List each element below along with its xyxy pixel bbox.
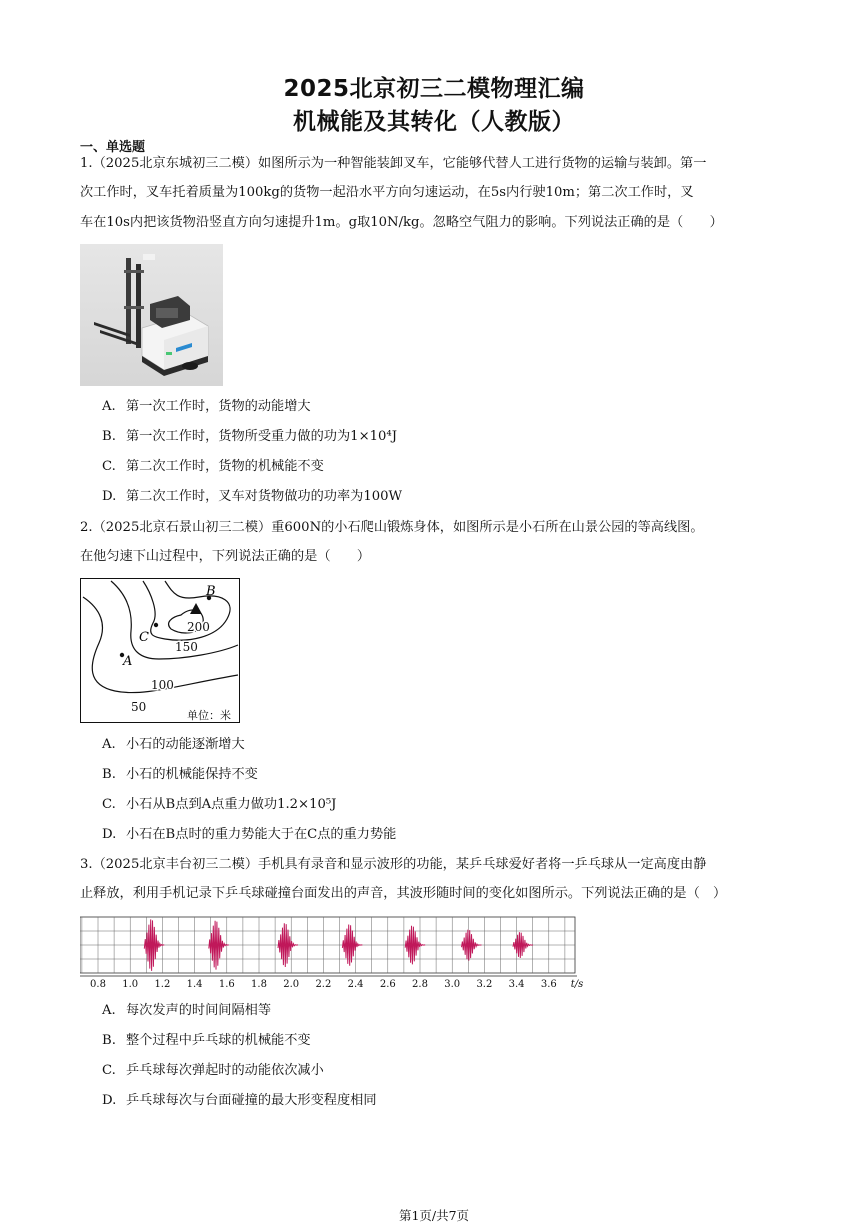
tick-label: 2.6 (379, 979, 396, 990)
q2-stem-line: 2.（2025北京石景山初三二模）重600N的小石爬山锻炼身体，如图所示是小石所在山景公园的等高线图。 (80, 520, 704, 535)
q3-option-a[interactable] (102, 1002, 271, 1020)
option-label: D. (102, 827, 117, 842)
peak-triangle (190, 603, 202, 614)
option-text: 乒乓球每次与台面碰撞的最大形变程度相同 (126, 1093, 377, 1108)
option-label: A. (102, 737, 116, 752)
tick-label: 2.2 (315, 979, 332, 990)
contour-map (80, 578, 240, 723)
tick-label: 1.6 (218, 979, 235, 990)
q2-option-d[interactable] (102, 826, 396, 844)
option-label: C. (102, 1063, 116, 1078)
q3-option-c[interactable] (102, 1062, 324, 1080)
tick-label: 1.0 (122, 979, 139, 990)
q3-stem-line: 止释放，利用手机记录下乒乓球碰撞台面发出的声音，其波形随时间的变化如图所示。下列说法正确的是（ ） (80, 886, 727, 901)
q3-option-b[interactable] (102, 1032, 311, 1050)
q1-option-b[interactable] (102, 428, 397, 446)
q3-stem-line: 3.（2025北京丰台初三二模）手机具有录音和显示波形的功能，某乒乓球爱好者将一乒乓球从一定高度由静 (80, 857, 707, 872)
option-text: 小石的机械能保持不变 (126, 767, 258, 782)
q2-option-b[interactable] (102, 766, 258, 784)
contour-label-50: 50 (131, 700, 147, 714)
tick-label: 3.4 (508, 979, 525, 990)
document-title: 2025北京初三二模物理汇编 (283, 76, 585, 102)
option-text: 整个过程中乒乓球的机械能不变 (126, 1033, 311, 1048)
q1-stem-line: 次工作时，叉车托着质量为100kg的货物一起沿水平方向匀速运动，在5s内行驶10m；第二次工作时，叉 (80, 185, 694, 200)
tick-label: 1.4 (186, 979, 203, 990)
option-text: 小石在B点时的重力势能大于在C点的重力势能 (126, 827, 397, 842)
section-heading: 一、单选题 (80, 140, 146, 155)
option-label: B. (102, 767, 116, 782)
contour-label-100: 100 (151, 678, 174, 692)
option-label: A. (102, 399, 116, 414)
tick-label: 3.2 (476, 979, 493, 990)
option-text: 第二次工作时，叉车对货物做功的功率为100W (126, 489, 403, 504)
tick-label: 3.0 (444, 979, 461, 990)
option-label: B. (102, 1033, 116, 1048)
tick-label: 2.4 (347, 979, 364, 990)
tick-label: 2.8 (412, 979, 428, 990)
waveform-figure (80, 915, 585, 991)
tick-label: 2.0 (283, 979, 300, 990)
waveform-burst (278, 923, 298, 967)
waveform-burst (342, 925, 362, 966)
waveform-burst (462, 930, 482, 961)
waveform-burst (405, 926, 425, 965)
option-text: 小石的动能逐渐增大 (126, 737, 245, 752)
tick-label: 1.2 (154, 979, 171, 990)
axis-unit-label: t/s (570, 979, 584, 990)
option-text: 每次发声的时间间隔相等 (126, 1003, 272, 1018)
point-b-label: B (206, 584, 216, 599)
point-a-label: A (123, 654, 133, 669)
contour-label-200: 200 (187, 620, 210, 634)
waveform-burst (144, 919, 164, 971)
option-text: 乒乓球每次弹起时的动能依次减小 (126, 1063, 324, 1078)
q1-stem-line: 1.（2025北京东城初三二模）如图所示为一种智能装卸叉车，它能够代替人工进行货物的运输与装卸。第一 (80, 156, 707, 171)
option-label: B. (102, 429, 116, 444)
q2-option-c[interactable] (102, 796, 336, 814)
forklift-image (80, 244, 223, 386)
q2-option-a[interactable] (102, 736, 245, 754)
option-label: C. (102, 459, 116, 474)
option-text: 第一次工作时，货物的动能增大 (126, 399, 311, 414)
q1-option-c[interactable] (102, 458, 324, 476)
q1-option-d[interactable] (102, 488, 402, 506)
map-unit-label: 单位：米 (187, 709, 231, 722)
option-text: 小石从B点到A点重力做功1.2×10⁵J (126, 797, 337, 812)
q1-stem-line: 车在10s内把该货物沿竖直方向匀速提升1m。g取10N/kg。忽略空气阻力的影响。下列说法正确的是（ ） (80, 215, 723, 230)
option-text: 第一次工作时，货物所受重力做的功为1×10⁴J (126, 429, 397, 444)
tick-label: 3.6 (540, 979, 557, 990)
waveform-burst (209, 921, 229, 970)
option-label: D. (102, 1093, 117, 1108)
waveform-burst (513, 932, 533, 958)
q1-option-a[interactable] (102, 398, 311, 416)
tick-label: 0.8 (90, 979, 106, 990)
option-text: 第二次工作时，货物的机械能不变 (126, 459, 324, 474)
option-label: C. (102, 797, 116, 812)
option-label: A. (102, 1003, 116, 1018)
contour-label-150: 150 (175, 640, 198, 654)
q2-stem-line: 在他匀速下山过程中，下列说法正确的是（ ） (80, 549, 371, 564)
option-label: D. (102, 489, 117, 504)
q3-option-d[interactable] (102, 1092, 377, 1110)
page-footer: 第1页/共7页 (398, 1208, 470, 1223)
tick-label: 1.8 (251, 979, 267, 990)
document-subtitle: 机械能及其转化（人教版） (293, 109, 575, 135)
point-c-label: C (139, 630, 149, 645)
